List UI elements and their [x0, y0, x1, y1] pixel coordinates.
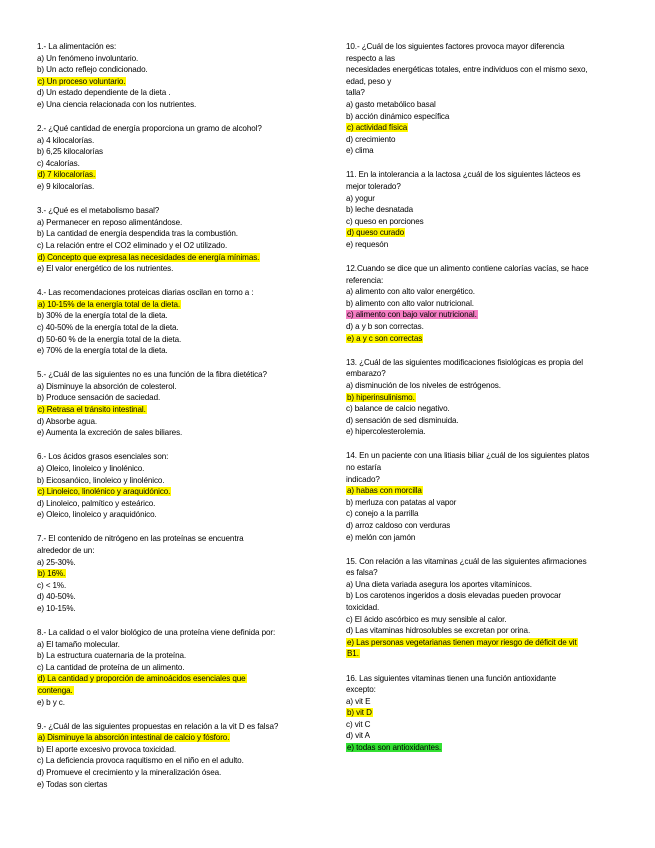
highlighted-text: contenga. — [38, 686, 73, 695]
highlighted-text: d) 7 kilocalorías. — [38, 170, 96, 180]
line-text: e) hipercolesterolemia. — [346, 427, 426, 437]
question-block — [37, 627, 307, 708]
line-text: e) b y c. — [37, 697, 65, 707]
line-text: d) 50-60 % de la energía total de la dieta. — [37, 334, 182, 344]
question-text — [346, 673, 618, 685]
question-block — [346, 169, 618, 250]
question-block — [37, 123, 307, 193]
question-block — [346, 450, 618, 543]
line-text: a) alimento con alto valor energético. — [346, 287, 475, 297]
answer-line — [37, 732, 307, 744]
answer-line — [346, 567, 618, 579]
answer-line — [37, 557, 307, 569]
line-text: referencia: — [346, 275, 384, 285]
highlighted-text: b) hiperinsulinismo. — [347, 392, 415, 402]
highlighted-text: d) queso curado — [347, 228, 404, 238]
answer-line — [346, 637, 618, 649]
line-text: a) Oleico, linoleico y linolénico. — [37, 463, 145, 473]
question-block — [346, 41, 618, 157]
answer-line — [37, 240, 307, 252]
answer-line — [37, 64, 307, 76]
highlighted-text: c) Retrasa el tránsito intestinal. — [38, 405, 146, 415]
line-text: c) La relación entre el CO2 eliminado y el O2 utilizado. — [37, 240, 228, 250]
question-text — [346, 169, 618, 181]
line-text: b) Eicosanóico, linoleico y linolénico. — [37, 475, 165, 485]
question-text — [37, 627, 307, 639]
line-text: b) La estructura cuaternaria de la proteína. — [37, 651, 187, 661]
line-text: e) 9 kilocalorías. — [37, 182, 95, 192]
answer-line — [37, 486, 307, 498]
question-text — [346, 357, 618, 369]
answer-line — [346, 309, 618, 321]
line-text: b) alimento con alto valor nutricional. — [346, 298, 474, 308]
line-text: b) Produce sensación de saciedad. — [37, 393, 161, 403]
line-text: 11. En la intolerancia a la lactosa ¿cuál de los siguientes lácteos es — [346, 170, 581, 180]
answer-line — [346, 648, 618, 660]
question-text — [346, 556, 618, 568]
answer-line — [346, 474, 618, 486]
line-text: d) Promueve el crecimiento y la mineralización ósea. — [37, 768, 222, 778]
highlighted-text: a) Disminuye la absorción intestinal de calcio y fósforo. — [38, 733, 230, 743]
answer-line — [346, 181, 618, 193]
answer-line — [346, 392, 618, 404]
highlighted-text: a) habas con morcilla — [347, 486, 422, 496]
question-block — [37, 287, 307, 357]
line-text: c) 40-50% de la energía total de la dieta. — [37, 322, 179, 332]
line-text: a) 4 kilocalorías. — [37, 135, 95, 145]
answer-line — [37, 392, 307, 404]
line-text: a) gasto metabólico basal — [346, 99, 436, 109]
line-text: e) clima — [346, 146, 374, 156]
line-text: c) < 1%. — [37, 580, 67, 590]
line-text: a) El tamaño molecular. — [37, 639, 120, 649]
line-text: c) La deficiencia provoca raquitismo en el niño en el adulto. — [37, 756, 244, 766]
answer-line — [37, 381, 307, 393]
answer-line — [346, 239, 618, 251]
line-text: d) 40-50%. — [37, 592, 76, 602]
answer-line — [346, 298, 618, 310]
line-text: a) yogur — [346, 193, 375, 203]
highlighted-text: b) 16%. — [38, 569, 66, 579]
highlighted-text: e) Las personas vegetarianas tienen mayor riesgo de déficit de vit — [347, 637, 577, 647]
line-text: e) requesón — [346, 240, 389, 249]
question-text — [37, 41, 307, 53]
line-text: edad, peso y — [346, 76, 392, 86]
line-text: 14. En un paciente con una litiasis biliar ¿cuál de los siguientes platos — [346, 451, 590, 461]
answer-line — [37, 217, 307, 229]
line-text: 15. Con relación a las vitaminas ¿cuál de las siguientes afirmaciones — [346, 556, 587, 566]
highlighted-text: B1. — [347, 649, 359, 659]
answer-line — [37, 146, 307, 158]
answer-line — [346, 602, 618, 614]
question-block — [37, 369, 307, 439]
answer-line — [346, 742, 618, 754]
answer-line — [37, 545, 307, 557]
answer-line — [37, 685, 307, 697]
answer-line — [346, 625, 618, 637]
question-block — [37, 205, 307, 275]
question-block — [37, 451, 307, 521]
line-text: b) Los carotenos ingeridos a dosis elevadas pueden provocar — [346, 591, 562, 601]
line-text: d) sensación de sed disminuida. — [346, 415, 459, 425]
answer-line — [346, 532, 618, 544]
answer-line — [346, 134, 618, 146]
line-text: a) 25-30%. — [37, 557, 76, 567]
line-text: d) Las vitaminas hidrosolubles se excretan por orina. — [346, 626, 531, 636]
question-block — [37, 721, 307, 791]
answer-line — [346, 193, 618, 205]
line-text: d) crecimiento — [346, 134, 396, 144]
line-text: d) a y b son correctas. — [346, 322, 424, 332]
answer-line — [346, 204, 618, 216]
line-text: c) conejo a la parrilla — [346, 509, 419, 519]
question-text — [346, 41, 618, 53]
answer-line — [37, 334, 307, 346]
answer-line — [346, 380, 618, 392]
question-block — [346, 673, 618, 754]
answer-line — [37, 299, 307, 311]
line-text: a) Disminuye la absorción de colesterol. — [37, 381, 177, 391]
line-text: e) Una ciencia relacionada con los nutrientes. — [37, 99, 197, 109]
answer-line — [37, 181, 307, 193]
line-text: c) balance de calcio negativo. — [346, 404, 450, 414]
line-text: d) vit A — [346, 731, 370, 741]
line-text: 4.- Las recomendaciones proteicas diarias oscilan en torno a : — [37, 288, 254, 298]
answer-line — [37, 650, 307, 662]
answer-line — [346, 216, 618, 228]
highlighted-text: d) La cantidad y proporción de aminoácidos esenciales que — [38, 674, 246, 684]
line-text: c) El ácido ascórbico es muy sensible al calor. — [346, 614, 507, 624]
line-text: a) Permanecer en reposo alimentándose. — [37, 217, 183, 227]
answer-line — [346, 87, 618, 99]
line-text: alrededor de un: — [37, 545, 95, 555]
question-text — [37, 123, 307, 135]
answer-line — [346, 333, 618, 345]
line-text: 1.- La alimentación es: — [37, 42, 117, 51]
answer-line — [346, 719, 618, 731]
line-text: c) 4calorías. — [37, 158, 80, 168]
answer-line — [346, 145, 618, 157]
line-text: mejor tolerado? — [346, 182, 401, 192]
line-text: 9.- ¿Cuál de las siguientes propuestas en relación a la vit D es falsa? — [37, 721, 279, 731]
answer-line — [346, 707, 618, 719]
answer-line — [346, 275, 618, 287]
line-text: 8.- La calidad o el valor biológico de una proteína viene definida por: — [37, 628, 276, 638]
answer-line — [37, 404, 307, 416]
line-text: b) 30% de la energía total de la dieta. — [37, 311, 168, 321]
highlighted-text: c) alimento con bajo valor nutricional. — [347, 310, 477, 320]
answer-line — [37, 673, 307, 685]
line-text: 16. Las siguientes vitaminas tienen una función antioxidante — [346, 673, 556, 683]
answer-line — [37, 427, 307, 439]
answer-line — [37, 310, 307, 322]
line-text: 13. ¿Cuál de las siguientes modificaciones fisiológicas es propia del — [346, 357, 583, 367]
answer-line — [37, 755, 307, 767]
line-text: a) Un fenómeno involuntario. — [37, 53, 139, 63]
line-text: d) Linoleico, palmítico y esteárico. — [37, 498, 156, 508]
answer-line — [37, 252, 307, 264]
line-text: d) Un estado dependiente de la dieta . — [37, 88, 171, 98]
answer-line — [346, 111, 618, 123]
line-text: embarazo? — [346, 369, 386, 379]
line-text: necesidades energéticas totales, entre individuos con el mismo sexo, — [346, 65, 588, 75]
answer-line — [37, 416, 307, 428]
line-text: d) arroz caldoso con verduras — [346, 520, 451, 530]
answer-line — [37, 744, 307, 756]
answer-line — [37, 135, 307, 147]
line-text: e) Aumenta la excreción de sales biliares. — [37, 428, 183, 438]
line-text: es falsa? — [346, 568, 378, 578]
line-text: b) leche desnatada — [346, 205, 414, 215]
answer-line — [346, 53, 618, 65]
line-text: c) vit C — [346, 719, 371, 729]
question-text — [37, 369, 307, 381]
line-text: a) Una dieta variada asegura los aportes vitamínicos. — [346, 579, 532, 589]
answer-line — [37, 53, 307, 65]
right-column — [346, 41, 618, 766]
highlighted-text: c) Un proceso voluntario. — [38, 76, 126, 86]
line-text: b) acción dinámico específica — [346, 111, 450, 121]
answer-line — [37, 345, 307, 357]
answer-line — [346, 227, 618, 239]
answer-line — [37, 263, 307, 275]
answer-line — [37, 603, 307, 615]
answer-line — [37, 697, 307, 709]
line-text: 5.- ¿Cuál de las siguientes no es una función de la fibra dietética? — [37, 370, 267, 380]
question-block — [346, 556, 618, 660]
answer-line — [37, 322, 307, 334]
answer-line — [346, 426, 618, 438]
answer-line — [37, 767, 307, 779]
answer-line — [37, 228, 307, 240]
line-text: 10.- ¿Cuál de los siguientes factores provoca mayor diferencia — [346, 42, 565, 51]
line-text: b) Un acto reflejo condicionado. — [37, 65, 148, 75]
answer-line — [346, 462, 618, 474]
answer-line — [346, 368, 618, 380]
answer-line — [346, 730, 618, 742]
answer-line — [37, 158, 307, 170]
answer-line — [37, 463, 307, 475]
line-text: b) merluza con patatas al vapor — [346, 497, 457, 507]
answer-line — [37, 76, 307, 88]
answer-line — [346, 64, 618, 76]
answer-line — [37, 639, 307, 651]
line-text: respecto a las — [346, 53, 395, 63]
answer-line — [37, 591, 307, 603]
line-text: indicado? — [346, 474, 380, 484]
answer-line — [346, 508, 618, 520]
line-text: 6.- Los ácidos grasos esenciales son: — [37, 452, 169, 462]
answer-line — [346, 497, 618, 509]
answer-line — [37, 509, 307, 521]
question-text — [346, 263, 618, 275]
question-text — [37, 533, 307, 545]
answer-line — [346, 614, 618, 626]
question-text — [346, 450, 618, 462]
answer-line — [346, 403, 618, 415]
highlighted-text: b) vit D — [347, 708, 372, 718]
answer-line — [346, 684, 618, 696]
answer-line — [37, 99, 307, 111]
line-text: excepto: — [346, 685, 376, 695]
answer-line — [346, 590, 618, 602]
line-text: e) 10-15%. — [37, 603, 76, 613]
line-text: 7.- El contenido de nitrógeno en las proteínas se encuentra — [37, 534, 244, 544]
answer-line — [37, 779, 307, 791]
highlighted-text: e) todas son antioxidantes. — [347, 743, 442, 753]
question-block — [346, 263, 618, 344]
question-block — [346, 357, 618, 438]
line-text: e) 70% de la energía total de la dieta. — [37, 346, 168, 356]
answer-line — [346, 485, 618, 497]
line-text: c) La cantidad de proteína de un alimento. — [37, 662, 185, 672]
question-text — [37, 451, 307, 463]
answer-line — [346, 286, 618, 298]
line-text: a) disminución de los niveles de estrógenos. — [346, 380, 501, 390]
line-text: 3.- ¿Qué es el metabolismo basal? — [37, 206, 160, 216]
line-text: e) El valor energético de los nutrientes. — [37, 264, 174, 274]
highlighted-text: a) 10-15% de la energía total de la dieta. — [38, 299, 181, 309]
answer-line — [346, 579, 618, 591]
question-text — [37, 205, 307, 217]
highlighted-text: d) Concepto que expresa las necesidades de energía mínimas. — [38, 252, 260, 262]
highlighted-text: e) a y c son correctas — [347, 333, 423, 343]
question-text — [37, 721, 307, 733]
answer-line — [346, 122, 618, 134]
line-text: e) Oleico, linoleico y araquidónico. — [37, 510, 157, 520]
answer-line — [37, 568, 307, 580]
line-text: a) vit E — [346, 696, 371, 706]
answer-line — [346, 696, 618, 708]
highlighted-text: c) Linoleico, linolénico y araquidónico. — [38, 487, 171, 497]
line-text: e) melón con jamón — [346, 532, 416, 542]
answer-line — [37, 580, 307, 592]
question-block — [37, 41, 307, 111]
question-block — [37, 533, 307, 614]
line-text: talla? — [346, 88, 365, 98]
answer-line — [37, 498, 307, 510]
answer-line — [346, 76, 618, 88]
highlighted-text: c) actividad física — [347, 123, 408, 133]
line-text: 2.- ¿Qué cantidad de energía proporciona un gramo de alcohol? — [37, 124, 262, 134]
line-text: b) El aporte excesivo provoca toxicidad. — [37, 744, 177, 754]
answer-line — [346, 321, 618, 333]
left-column — [37, 41, 307, 803]
answer-line — [346, 99, 618, 111]
line-text: b) La cantidad de energía despendida tras la combustión. — [37, 229, 238, 239]
line-text: d) Absorbe agua. — [37, 416, 98, 426]
question-text — [37, 287, 307, 299]
line-text: toxicidad. — [346, 603, 380, 613]
line-text: c) queso en porciones — [346, 216, 424, 226]
line-text: no estaría — [346, 463, 381, 472]
line-text: b) 6,25 kilocalorías — [37, 147, 103, 157]
line-text: 12.Cuando se dice que un alimento contiene calorías vacías, se hace — [346, 264, 589, 274]
answer-line — [37, 87, 307, 99]
answer-line — [346, 520, 618, 532]
line-text: e) Todas son ciertas — [37, 779, 108, 789]
answer-line — [346, 415, 618, 427]
answer-line — [37, 169, 307, 181]
answer-line — [37, 475, 307, 487]
answer-line — [37, 662, 307, 674]
